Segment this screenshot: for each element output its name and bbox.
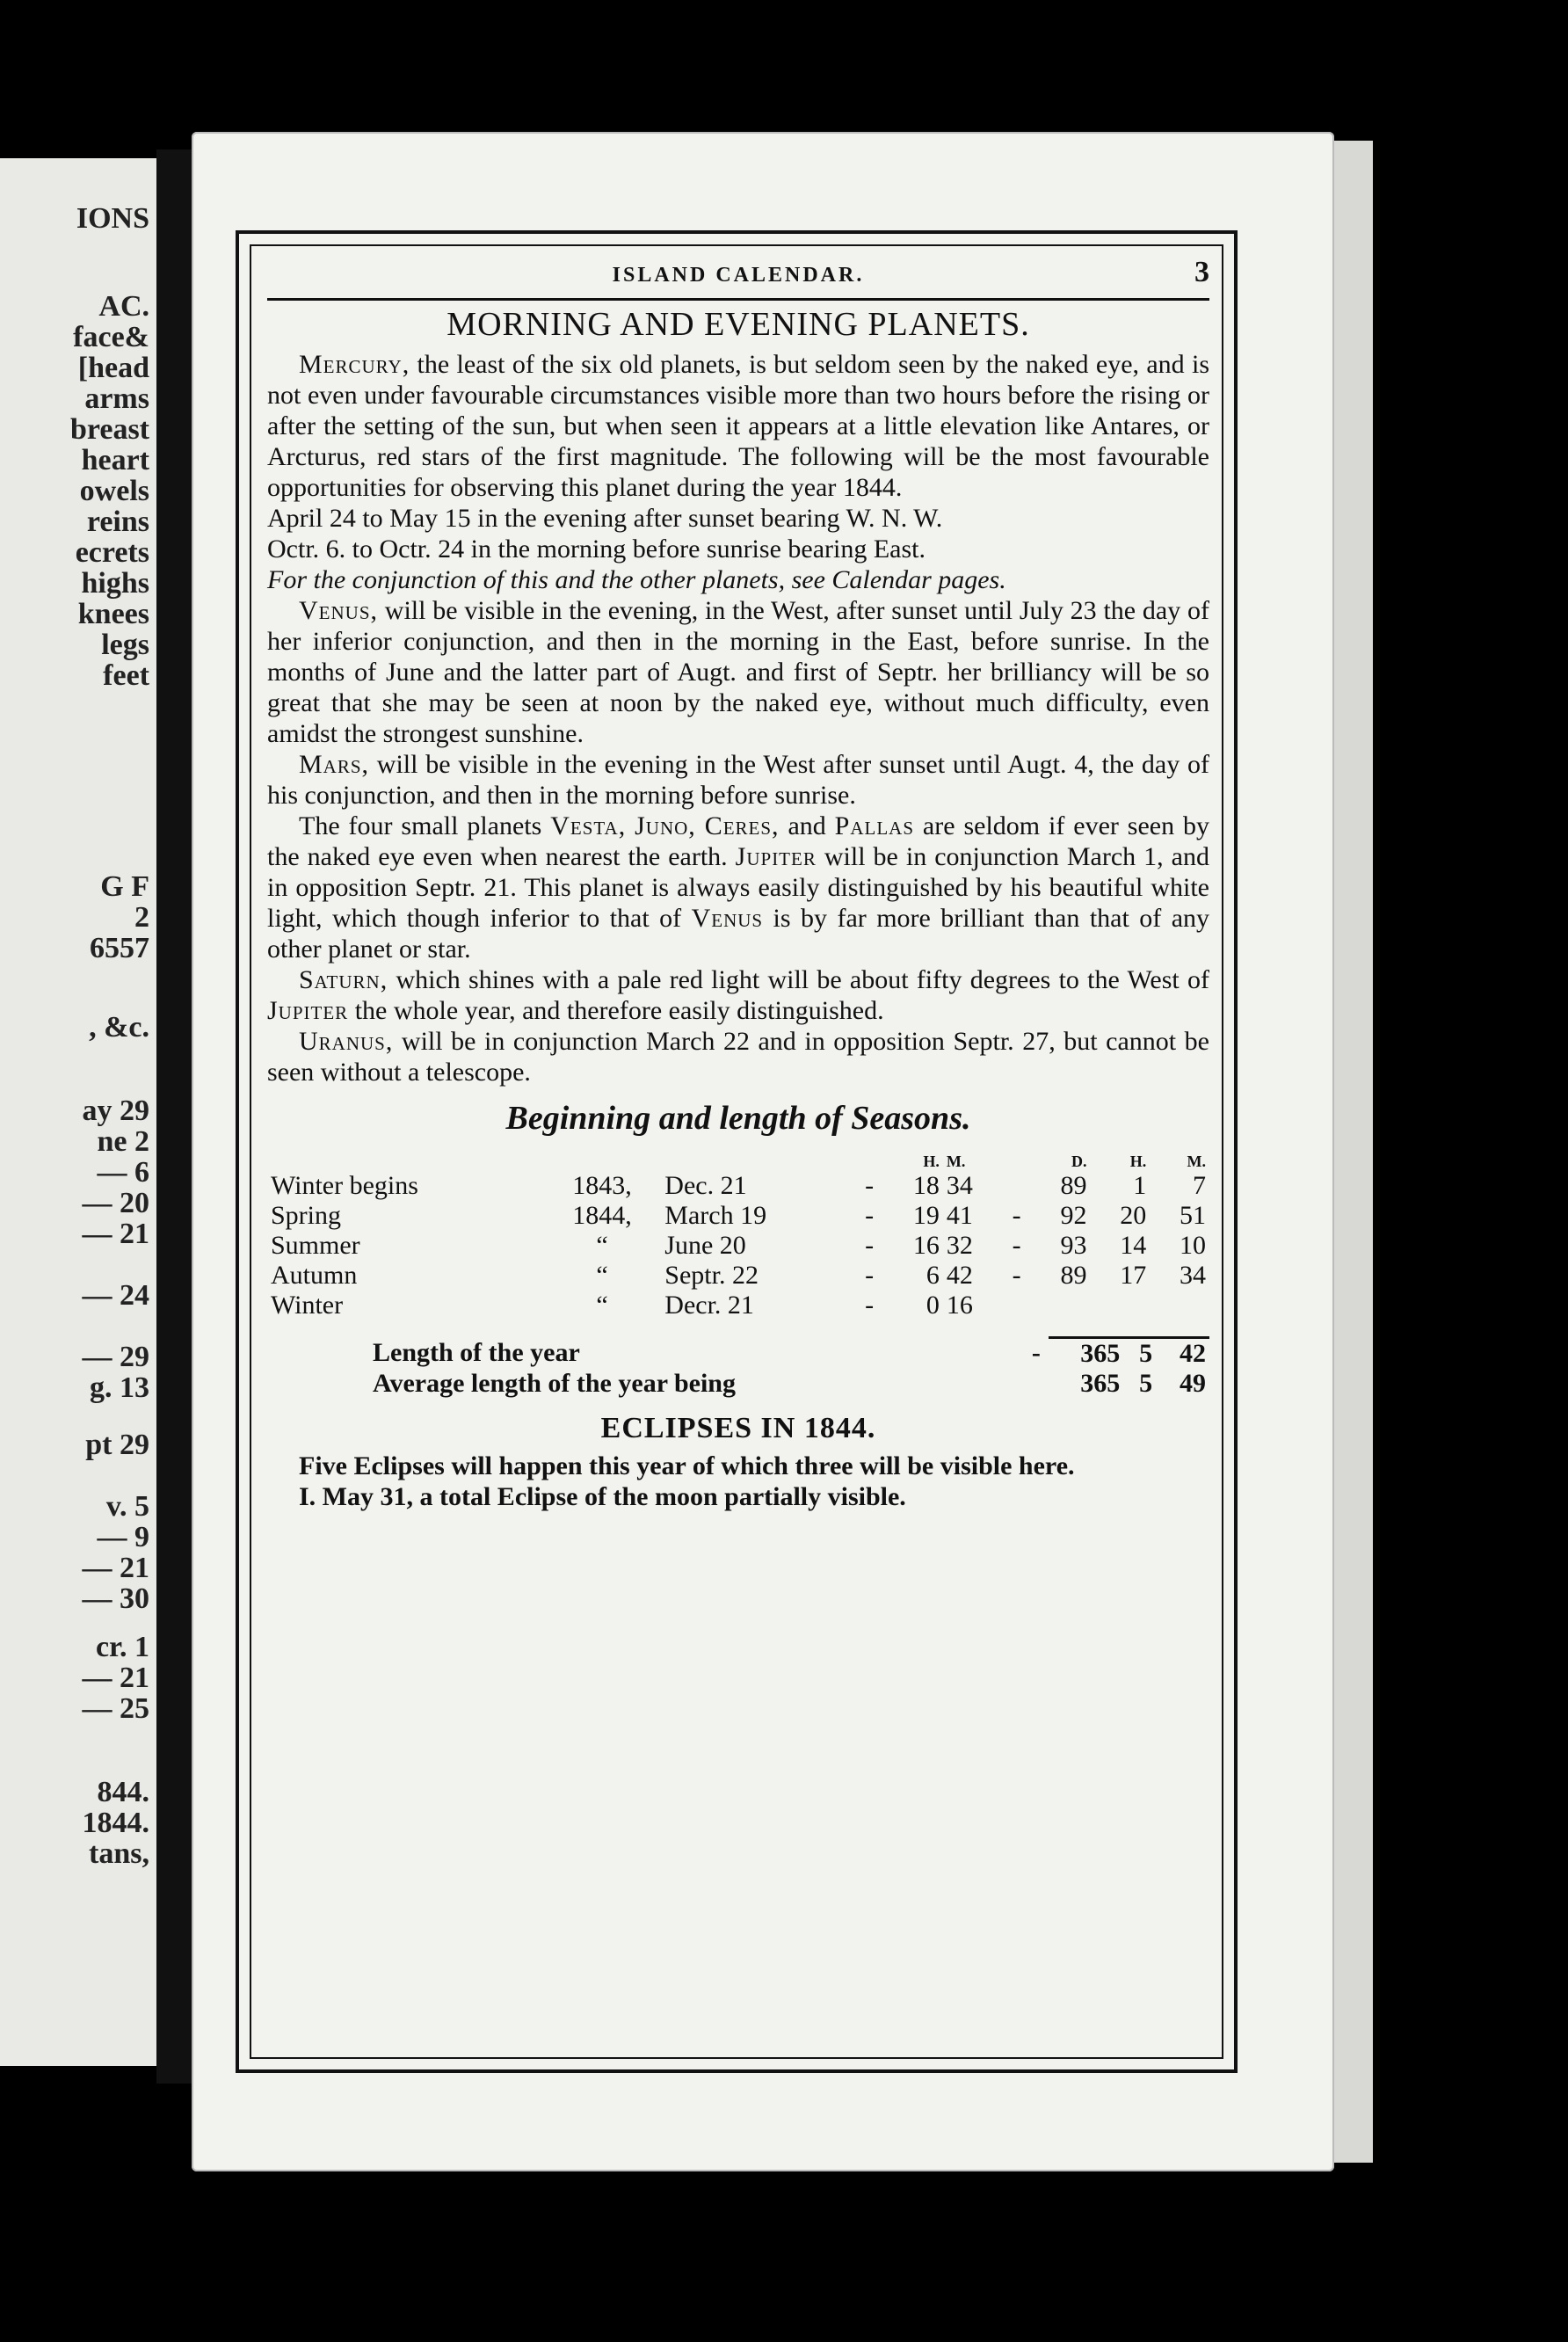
season-date: March 19 [664, 1201, 767, 1230]
season-hour: 0 [926, 1291, 940, 1320]
eclipse-item-1: I. May 31, a total Eclipse of the moon partially visible. [299, 1482, 906, 1511]
left-page-fragment-text: ecrets [75, 536, 149, 569]
small-planets-paragraph [267, 811, 1209, 964]
uranus-text: will be in conjunction March 22 and in opposition Septr. 27, but cannot be seen without a telescope. [267, 1027, 1209, 1087]
left-page-fragment-text: cr. 1 [95, 1631, 149, 1663]
hours-header: H. [923, 1153, 940, 1170]
season-length-minutes: 7 [1193, 1171, 1206, 1200]
left-page-fragment-text: tans, [89, 1837, 149, 1870]
season-row [267, 1261, 1209, 1291]
jupiter-name: Jupiter [735, 842, 817, 871]
conjunction-note: For the conjunction of this and the other planets, see Calendar pages. [267, 565, 1006, 594]
season-name: Winter [271, 1291, 344, 1320]
left-page-fragment-text: owels [79, 475, 149, 507]
season-dash-2: - [1012, 1231, 1021, 1260]
season-hour: 16 [912, 1231, 940, 1260]
left-page-fragment-text: [head [77, 352, 149, 384]
uranus-name: Uranus, [299, 1027, 394, 1056]
season-name: Autumn [271, 1261, 358, 1290]
mercury-name: Mercury, [299, 350, 410, 379]
season-name: Winter begins [271, 1171, 418, 1200]
section-title-planets: MORNING AND EVENING PLANETS. [446, 306, 1030, 343]
left-page-fragment-text: breast [69, 413, 149, 446]
length-hours: 5 [1123, 1338, 1156, 1370]
running-title: ISLAND CALENDAR. [612, 264, 865, 287]
season-length-days: 92 [1060, 1201, 1087, 1230]
left-page-fragment-text: v. 5 [105, 1490, 149, 1523]
left-page-fragment-text: arms [84, 382, 149, 415]
average-days: 365 [1080, 1369, 1121, 1398]
left-page-fragment-text: IONS [76, 202, 149, 235]
left-page-fragment-text: knees [77, 598, 149, 630]
left-page-fragment-text: — 6 [97, 1156, 149, 1189]
season-length-hours: 1 [1133, 1171, 1147, 1200]
average-hours: 5 [1139, 1369, 1153, 1398]
season-length-minutes: 34 [1180, 1261, 1206, 1290]
season-row [267, 1231, 1209, 1261]
season-row [267, 1291, 1209, 1320]
length-of-year-row [267, 1338, 1209, 1370]
mars-paragraph [267, 749, 1209, 811]
venus-paragraph [267, 595, 1209, 749]
season-dash: - [865, 1261, 875, 1290]
left-page-fragment [0, 158, 159, 2066]
left-page-fragment-text: 6557 [90, 932, 149, 964]
season-date: Decr. 21 [664, 1291, 754, 1320]
length-hours-header: H. [1129, 1153, 1147, 1170]
left-page-fragment-text: highs [81, 567, 149, 600]
left-page-fragment-text: — 21 [82, 1552, 149, 1584]
page-number: 3 [1194, 256, 1209, 288]
season-year: “ [596, 1291, 608, 1320]
mercury-evening-line: April 24 to May 15 in the evening after sunset bearing W. N. W. [267, 504, 943, 533]
jupiter-text-b: is by far more brilliant than that of any other planet or star. [267, 904, 1210, 964]
season-year: “ [596, 1261, 608, 1290]
average-label: Average length of the year being [373, 1369, 736, 1398]
venus-name: Venus, [299, 596, 379, 625]
saturn-text-b: the whole year, and therefore easily distinguished. [348, 996, 884, 1025]
season-hour: 19 [912, 1201, 940, 1230]
season-year: 1844, [572, 1201, 632, 1230]
eclipses-title: ECLIPSES IN 1844. [600, 1412, 876, 1444]
left-page-fragment-text: feet [103, 659, 149, 692]
season-length-hours: 20 [1120, 1201, 1147, 1230]
mercury-text: the least of the six old planets, is but seldom seen by the naked eye, and is not even under favourable circumstances visible more than two hours before the rising or after the setting of the sun, but when seen it appears at a little elevation like Antares, or Arcturus, red stars of the first magnitude. The following will be the most favourable opportunities for observing this planet during the year 1844. [267, 350, 1209, 502]
saturn-paragraph [267, 964, 1209, 1026]
season-date: Dec. 21 [664, 1171, 747, 1200]
left-page-fragment-text: ne 2 [97, 1125, 149, 1158]
year-length-table [267, 1336, 1209, 1399]
season-length-hours [1090, 1291, 1150, 1320]
season-dash: - [865, 1231, 875, 1260]
length-minutes-header: M. [1187, 1153, 1206, 1170]
running-head [267, 256, 1209, 301]
page-content [267, 256, 1210, 1512]
season-minute: 16 [946, 1291, 973, 1320]
small-planets-text-b: are seldom if ever seen by the naked eye even when nearest the earth. [267, 811, 1209, 871]
average-minutes: 49 [1180, 1369, 1206, 1398]
and-word: and [779, 811, 835, 840]
left-page-fragment-text: ay 29 [82, 1095, 149, 1127]
length-label: Length of the year [373, 1338, 580, 1368]
left-page-fragment-text: — 21 [82, 1218, 149, 1250]
season-hour: 18 [912, 1171, 940, 1200]
left-page-fragment-text: — 30 [82, 1582, 149, 1615]
season-length-minutes [1150, 1291, 1209, 1320]
season-length-days: 89 [1060, 1171, 1087, 1200]
season-dash: - [865, 1291, 875, 1320]
venus-ref: Venus [691, 904, 764, 933]
jupiter-ref: Jupiter [267, 996, 349, 1025]
season-minute: 34 [946, 1171, 973, 1200]
season-dash-2 [1003, 1171, 1031, 1201]
eclipses-intro: Five Eclipses will happen this year of which three will be visible here. [299, 1451, 1075, 1480]
season-name: Summer [271, 1231, 360, 1260]
season-dash-2: - [1012, 1201, 1021, 1230]
left-page-fragment-text: — 29 [82, 1341, 149, 1373]
season-length-minutes: 51 [1180, 1201, 1206, 1230]
gutter [156, 149, 192, 2084]
season-minute: 32 [946, 1231, 973, 1260]
average-length-row [267, 1369, 1209, 1399]
length-dash: - [1031, 1338, 1041, 1368]
left-page-fragment-text: — 21 [82, 1662, 149, 1694]
season-row [267, 1201, 1209, 1231]
season-length-hours: 14 [1120, 1231, 1147, 1260]
venus-text: will be visible in the evening, in the West, after sunset until July 23 the day of her inferior conjunction, and then in the morning in the East, before sunrise. In the months of June and the latter part of Augt. and first of Septr. her brilliancy will be so great that she may be seen at noon by the naked eye, without much difficulty, even amidst the strongest sunshine. [267, 596, 1209, 748]
left-page-fragment-text: , &c. [89, 1011, 149, 1044]
left-page-fragment-text: face& [73, 321, 149, 353]
saturn-name: Saturn, [299, 965, 388, 994]
seasons-table [267, 1152, 1209, 1320]
left-page-fragment-text: g. 13 [90, 1371, 149, 1404]
season-minute: 41 [946, 1201, 973, 1230]
page-frame [236, 230, 1238, 2073]
left-page-fragment-text: legs [101, 629, 149, 661]
season-date: June 20 [664, 1231, 746, 1260]
minutes-header: M. [946, 1153, 966, 1170]
season-dash: - [865, 1171, 875, 1200]
length-minutes: 42 [1156, 1338, 1209, 1370]
season-length-minutes: 10 [1180, 1231, 1206, 1260]
left-page-fragment-text: reins [86, 505, 149, 538]
mercury-paragraph [267, 349, 1209, 503]
left-page-fragment-text: AC. [98, 290, 149, 323]
left-page-fragment-text: G F [100, 870, 149, 903]
season-length-days [1031, 1291, 1091, 1320]
season-dash-2 [1003, 1291, 1031, 1320]
seasons-header-row [267, 1152, 1209, 1171]
uranus-paragraph [267, 1026, 1209, 1087]
ceres-name: Ceres, [704, 811, 780, 840]
left-page-fragment-text: 1844. [82, 1807, 149, 1839]
left-page-fragment-text: — 9 [97, 1521, 149, 1553]
mercury-morning-line: Octr. 6. to Octr. 24 in the morning before sunrise bearing East. [267, 535, 926, 564]
season-name: Spring [271, 1201, 342, 1230]
mars-name: Mars, [299, 750, 370, 779]
season-length-days: 93 [1060, 1231, 1087, 1260]
small-planets-text-a: The four small planets [299, 811, 551, 840]
jupiter-text-a: will be in conjunction March 1, and in opposition Septr. 21. This planet is always easily distinguished by his beautiful white light, which though inferior to that of [267, 842, 1209, 933]
season-dash: - [865, 1201, 875, 1230]
saturn-text-a: which shines with a pale red light will be about fifty degrees to the West of [388, 965, 1209, 994]
season-length-hours: 17 [1120, 1261, 1147, 1290]
days-header: D. [1071, 1153, 1087, 1170]
mars-text: will be visible in the evening in the West after sunset until Augt. 4, the day of his conjunction, and then in the morning before sunrise. [267, 750, 1209, 810]
season-year: “ [596, 1231, 608, 1260]
left-page-fragment-text: — 24 [82, 1279, 149, 1312]
length-days: 365 [1049, 1338, 1123, 1370]
season-year: 1843, [572, 1171, 632, 1200]
season-minute: 42 [946, 1261, 973, 1290]
seasons-title: Beginning and length of Seasons. [505, 1100, 971, 1137]
juno-name: Juno, [635, 811, 696, 840]
left-page-fragment-text: — 25 [82, 1692, 149, 1725]
left-page-fragment-text: 844. [97, 1776, 149, 1808]
season-row [267, 1171, 1209, 1201]
left-page-fragment-text: pt 29 [85, 1429, 149, 1461]
pallas-name: Pallas [834, 811, 915, 840]
season-length-days: 89 [1060, 1261, 1087, 1290]
vesta-name: Vesta, [550, 811, 627, 840]
season-dash-2: - [1012, 1261, 1021, 1290]
season-date: Septr. 22 [664, 1261, 759, 1290]
left-page-fragment-text: heart [81, 444, 149, 476]
left-page-fragment-text: 2 [134, 901, 149, 934]
left-page-fragment-text: — 20 [82, 1187, 149, 1219]
season-hour: 6 [926, 1261, 940, 1290]
